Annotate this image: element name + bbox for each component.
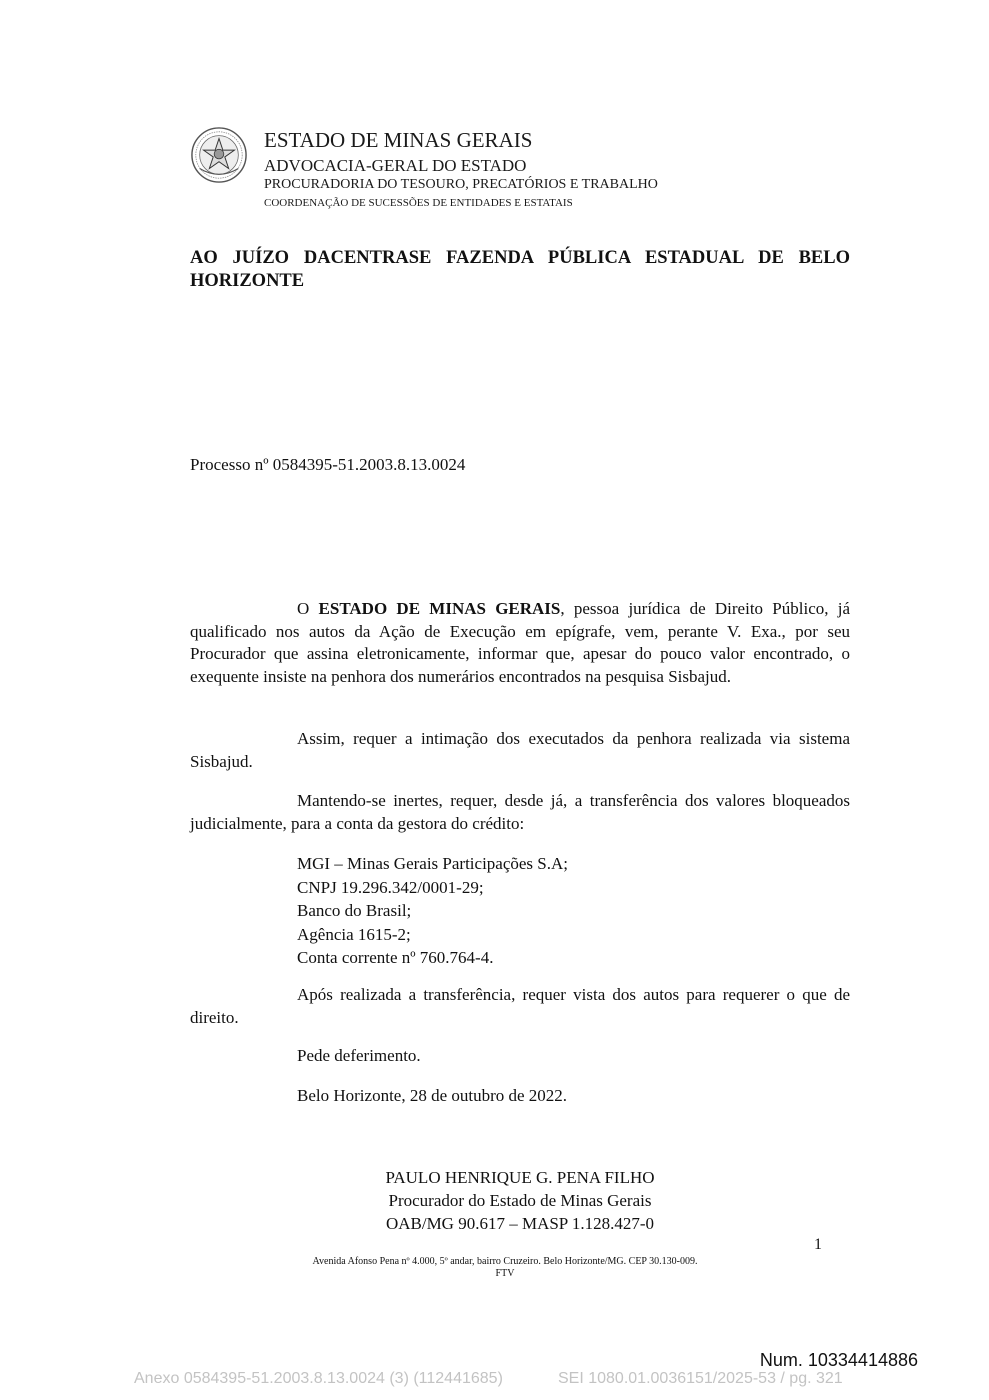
annex-stamp bbox=[134, 1370, 854, 1388]
bank-line: Banco do Brasil; bbox=[297, 901, 412, 920]
bank-line: Agência 1615-2; bbox=[297, 924, 411, 944]
process-number: Processo nº 0584395-51.2003.8.13.0024 bbox=[190, 455, 466, 474]
bank-line: CNPJ 19.296.342/0001-29; bbox=[297, 877, 484, 897]
document-number-stamp: Num. 10334414886 bbox=[759, 1350, 918, 1370]
paragraph-1-bold: ESTADO DE MINAS GERAIS bbox=[318, 599, 561, 618]
footer-address: Avenida Afonso Pena nº 4.000, 5º andar, bairro Cruzeiro. Belo Horizonte/MG. CEP 30.130-009. bbox=[312, 1256, 698, 1267]
paragraph-4: Após realizada a transferência, requer vista dos autos para requerer o que de direito. bbox=[190, 985, 850, 1027]
paragraph-1 bbox=[190, 598, 850, 688]
signer-name: PAULO HENRIQUE G. PENA FILHO bbox=[385, 1168, 655, 1187]
header-state: ESTADO DE MINAS GERAIS bbox=[264, 128, 533, 152]
footer bbox=[200, 1256, 810, 1280]
page-number: 1 bbox=[814, 1236, 822, 1253]
header-procuradoria: PROCURADORIA DO TESOURO, PRECATÓRIOS E TRABALHO bbox=[264, 177, 658, 192]
bank-details bbox=[297, 852, 568, 970]
footer-code: FTV bbox=[495, 1268, 515, 1279]
bank-line: Conta corrente nº 760.764-4. bbox=[297, 948, 494, 967]
paragraph-3: Mantendo-se inertes, requer, desde já, a transferência dos valores bloqueados judicialmente, para a conta da gestora do crédito: bbox=[190, 791, 850, 833]
annex-reference: Anexo 0584395-51.2003.8.13.0024 (3) (112441685) bbox=[134, 1370, 503, 1387]
coat-of-arms-icon bbox=[190, 126, 248, 184]
signature-block bbox=[300, 1166, 740, 1235]
closing: Pede deferimento. bbox=[297, 1046, 421, 1065]
addressee: AO JUÍZO DACENTRASE FAZENDA PÚBLICA ESTADUAL DE BELO HORIZONTE bbox=[190, 248, 850, 291]
bank-line: MGI – Minas Gerais Participações S.A; bbox=[297, 854, 569, 873]
header-coordenacao: COORDENAÇÃO DE SUCESSÕES DE ENTIDADES E ESTATAIS bbox=[264, 197, 573, 209]
header-agency: ADVOCACIA-GERAL DO ESTADO bbox=[264, 156, 527, 175]
paragraph-1-rest: , pessoa jurídica de Direito Público, já qualificado nos autos da Ação de Execução em epígrafe, vem, perante V. Exa., por seu Procurador que assina eletronicamente, informar que, apesar do pouco valor encontrado, o exequente insiste na penhora dos numerários encontrados na pesquisa Sisbajud. bbox=[190, 599, 851, 686]
paragraph-2: Assim, requer a intimação dos executados da penhora realizada via sistema Sisbajud. bbox=[190, 729, 850, 771]
paragraph-1-prefix: O bbox=[297, 599, 319, 618]
signer-role: Procurador do Estado de Minas Gerais bbox=[388, 1191, 652, 1210]
sei-reference: SEI 1080.01.0036151/2025-53 / pg. 321 bbox=[558, 1370, 843, 1387]
signer-ids: OAB/MG 90.617 – MASP 1.128.427-0 bbox=[385, 1214, 655, 1233]
place-date: Belo Horizonte, 28 de outubro de 2022. bbox=[297, 1086, 568, 1105]
